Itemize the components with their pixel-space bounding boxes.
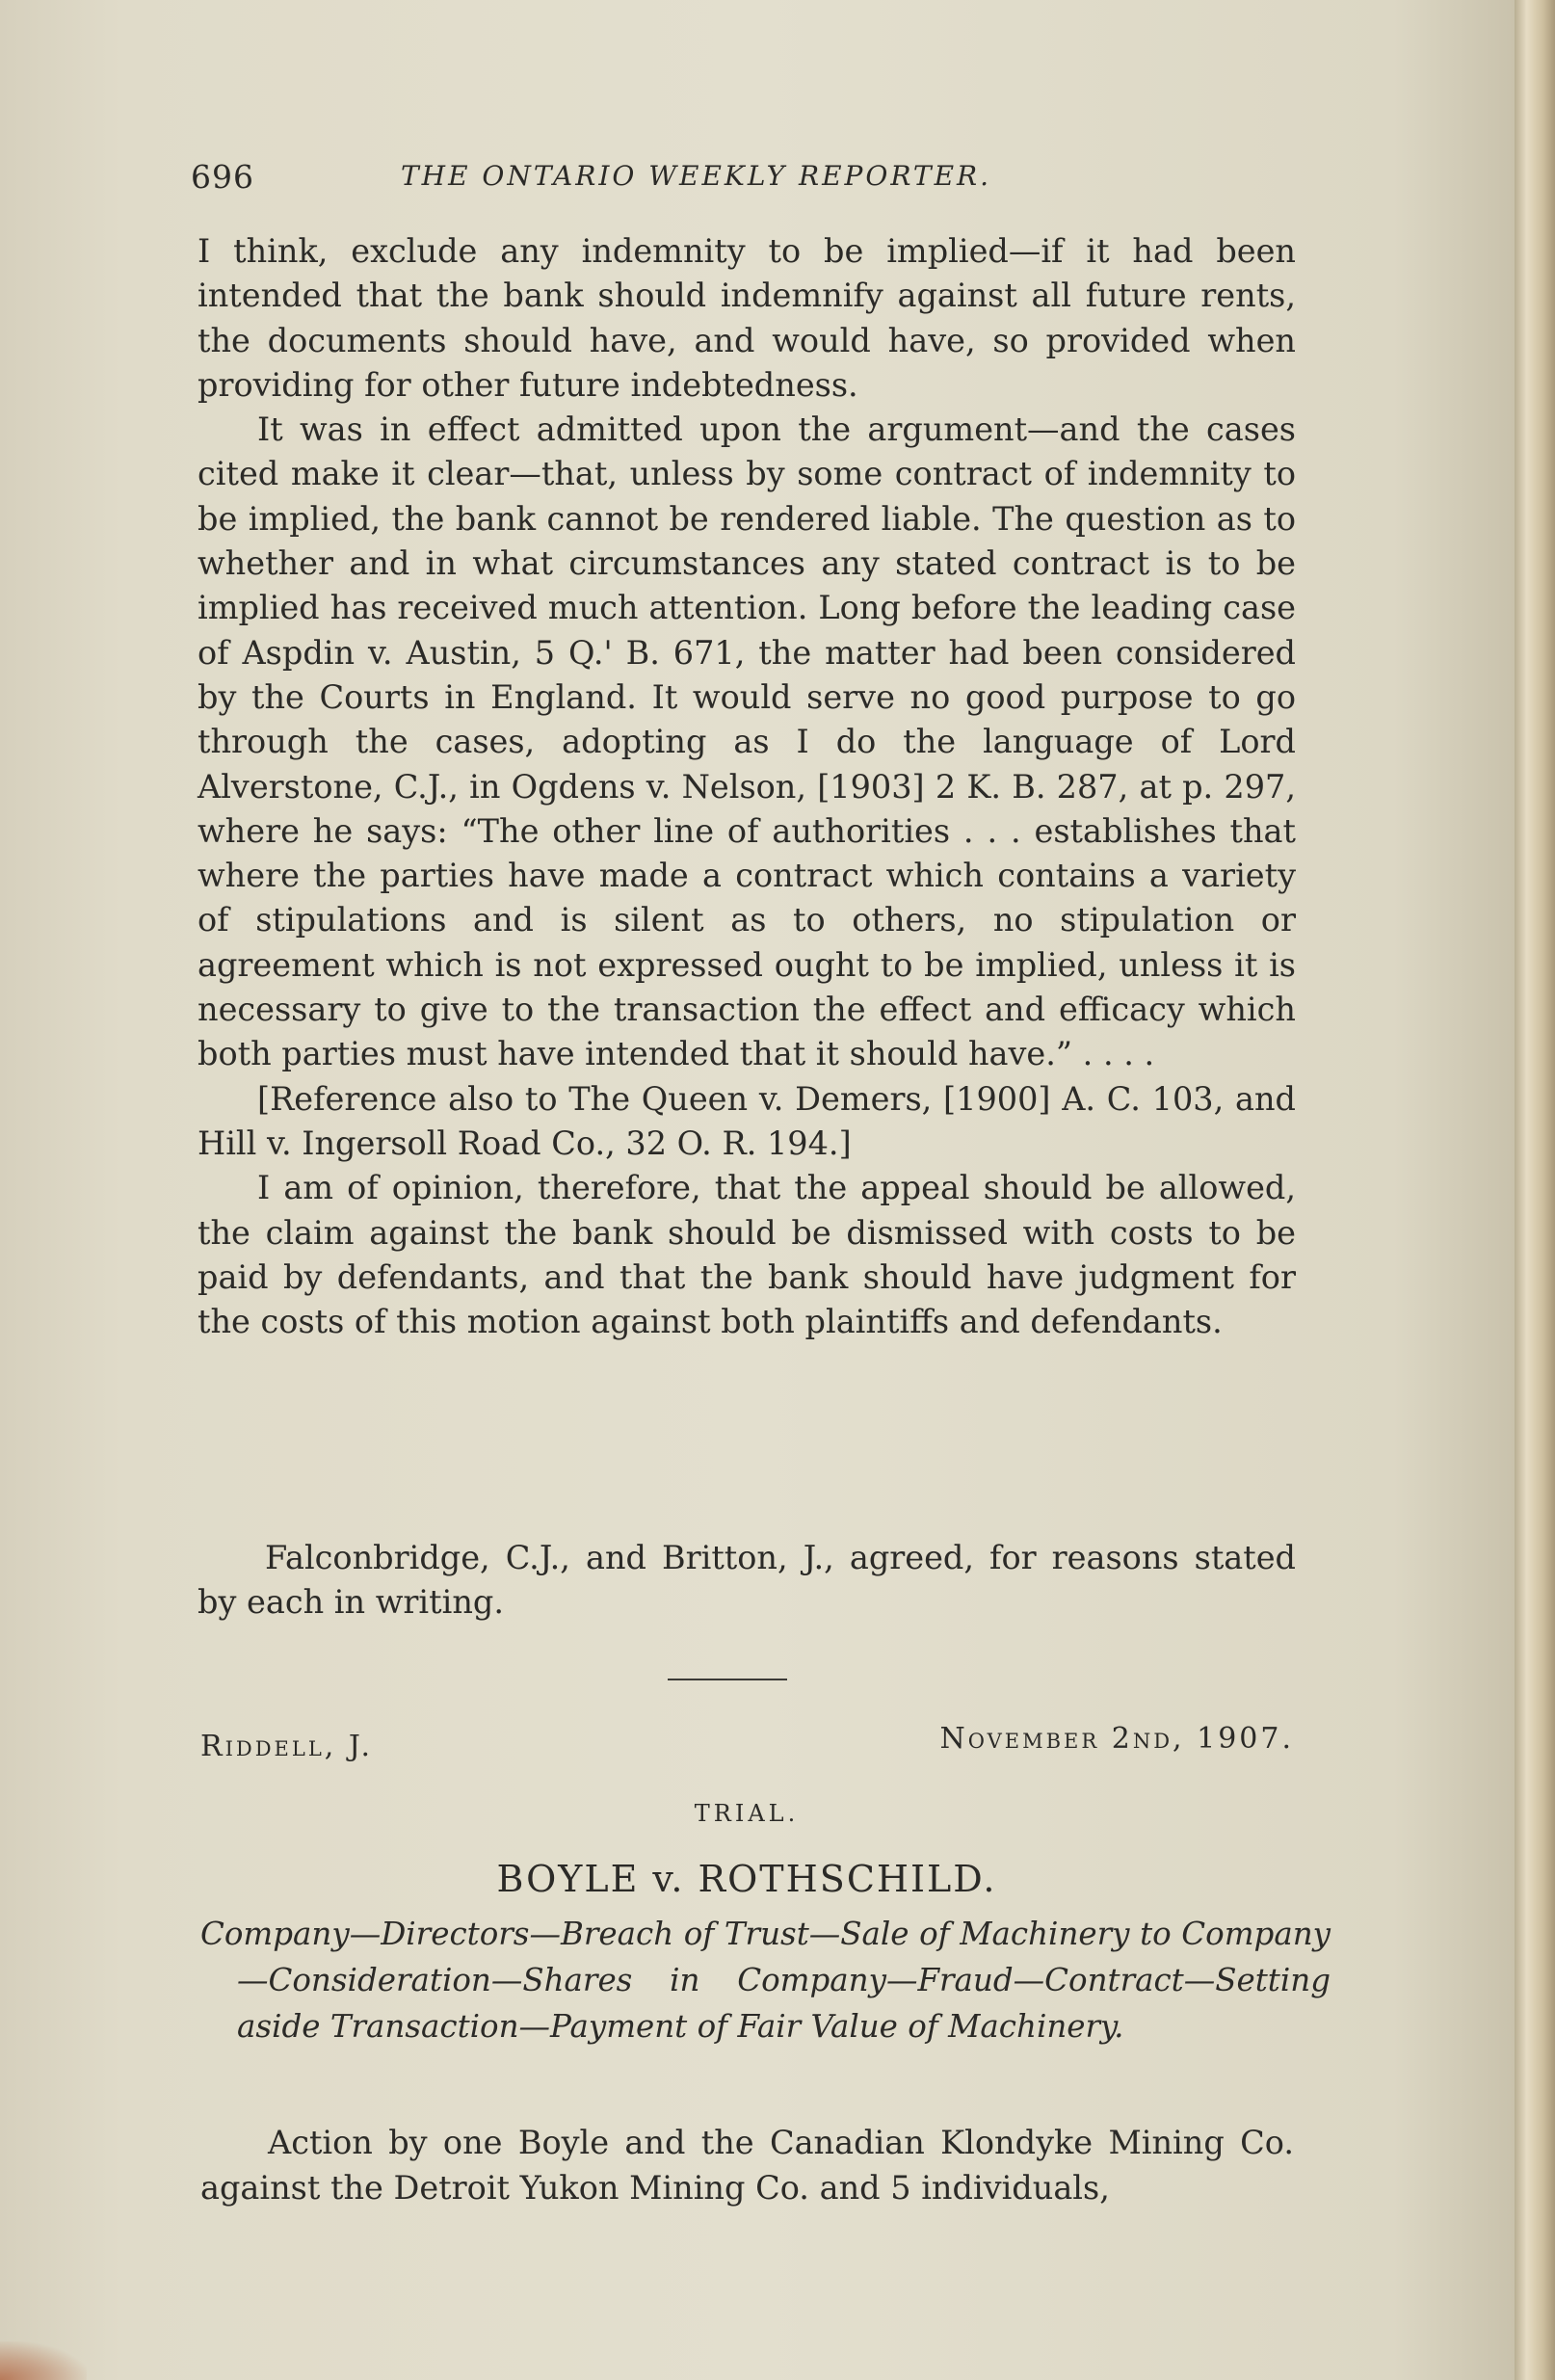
decision-date: November 2nd, 1907. [939, 1722, 1294, 1756]
running-head: THE ONTARIO WEEKLY REPORTER. [401, 160, 992, 192]
headnote: Company—Directors—Breach of Trust—Sale of Machinery to Company—Consideration—Shares in Company—Fraud—Contract—Setting aside Transaction—Payment of Fair Value of Machinery. [200, 1916, 1331, 2045]
page-corner-stain [0, 2341, 87, 2380]
case-title: BOYLE v. ROTHSCHILD. [496, 1858, 997, 1900]
judge-name: Riddell, J. [200, 1730, 374, 1763]
paragraph: It was in effect admitted upon the argument—and the cases cited make it clear—that, unless by some contract of indemnity to be implied, the bank cannot be rendered liable. The question as to whether and in what circumstances any stated contract is to be implied has received much attention. Long before the leading case of Aspdin v. Austin, 5 Q.' B. 671, the matter had been considered by the Courts in England. It would serve no good purpose to go through the cases, adopting as I do the language of Lord Alverstone, C.J., in Ogdens v. Nelson, [1903] 2 K. B. 287, at p. 297, where he says: “The other line of authorities . . . establishes that where the parties have made a contract which contains a variety of stipulations and is silent as to others, no stipulation or agreement which is not expressed ought to be implied, unless it is necessary to give to the transaction the effect and efficacy which both parties must have intended that it should have.” . . . . [198, 410, 1296, 1073]
section-divider [668, 1679, 787, 1680]
page-header [191, 152, 1299, 206]
paragraph: [Reference also to The Queen v. Demers, [1900] A. C. 103, and Hill v. Ingersoll Road Co., 32 O. R. 194.] [198, 1079, 1296, 1162]
proceeding-type: TRIAL. [694, 1800, 800, 1827]
paragraph: I think, exclude any indemnity to be implied—if it had been intended that the bank should indemnify against all future rents, the documents should have, and would have, so provided when providing for other future indebtedness. [198, 232, 1296, 404]
paragraph: I am of opinion, therefore, that the appeal should be allowed, the claim against the bank should be dismissed with costs to be paid by defendants, and that the bank should have judgment for the costs of this motion against both plaintiffs and defendants. [198, 1169, 1296, 1341]
case-judge-date [200, 1722, 1294, 1778]
page-edge [1515, 0, 1555, 2380]
concurrence: Falconbridge, C.J., and Britton, J., agreed, for reasons stated by each in writing. [198, 1539, 1296, 1621]
opinion-text [198, 229, 1296, 1344]
action-paragraph: Action by one Boyle and the Canadian Klondyke Mining Co. against the Detroit Yukon Mining Co. and 5 individuals, [200, 2124, 1294, 2207]
page-number: 696 [191, 158, 254, 196]
